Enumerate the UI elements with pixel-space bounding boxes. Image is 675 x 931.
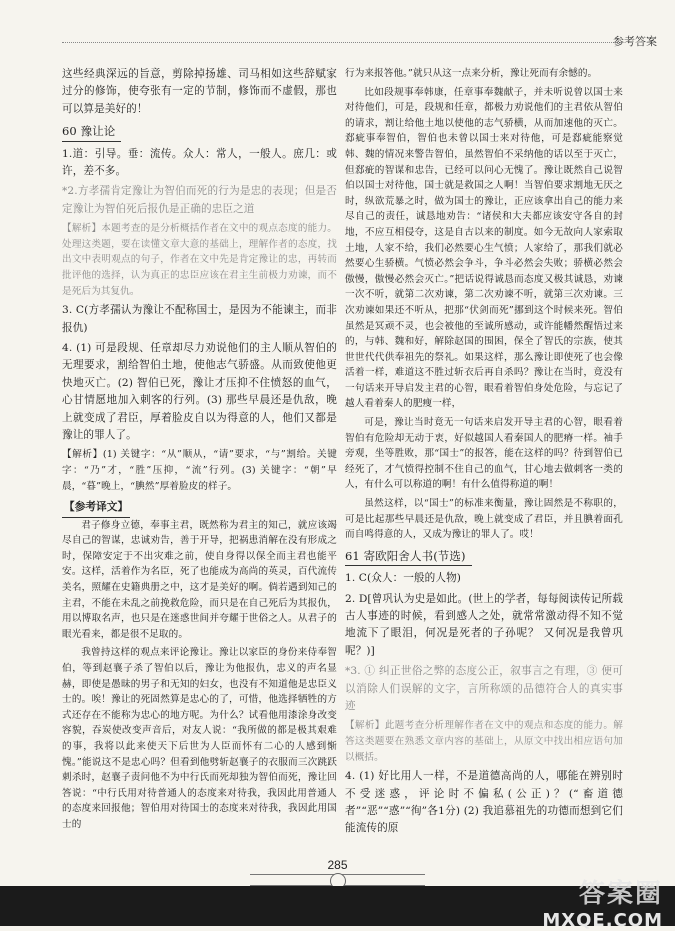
translation-paragraph-1: 君子修身立德，奉事主君，既然称为君主的知己，就应该竭尽自己的智谋，忠诚劝告，善于开导，把祸患消解在没有形成之时，保障安定于不出灾难之前，使自身得以保全而主君也能平安。这样，活着作为名臣，死了也能成为高尚的英灵，百代流传美名，照耀在史籍典册之中，这才是美好的啊。倘若遇到知己的主君，不能在未乱之前挽救危险，而只是在自己死后为其报仇，用以博取名声，也只是在迷惑世间并夸耀于世俗之人。从君子的眼光看来，都是很不足取的。 [62, 519, 337, 640]
answer-1: 1.道：引导。垂：流传。众人：常人，一般人。庶几：或许，差不多。 [62, 147, 337, 178]
translation-paragraph-4: 比如段规事奉韩康，任章事奉魏献子，并未听说曾以国士来对待他们，可是，段规和任章，都极力劝说他们的主君依从智伯的请求，割让给他土地以使他的志气骄横，从而加速他的灭亡。郄疵事奉智伯，智伯也未曾以国士来对待他，可是郄疵能察觉韩、魏的情况来警告智伯，虽然智伯不采纳他的话以至于灭亡，但郄疵的智谋和忠告，已经可以问心无愧了。豫让既然自己说智伯以国士对待他，国士就是救国之人啊！当智伯要求割地无厌之时，纵欲荒暴之时，做为国士的豫让，正应该拿出自己的能力来尽自己的责任，诚恳地劝告：“诸侯和大夫都应该安守各自的封地，不应互相侵夺，这是自古以来的制度。如今无故向人家索取土地，人家不给，我们必然要心生气愤；人家给了，那我们就必然要心生骄横。气愤必然会争斗，争斗必然会失败；骄横必然会傲慢，傲慢必然会灭亡。”把话说得诚恳而态度又极其诚恳，劝谏一次不听，就第二次劝谏，第二次劝谏不听，就第三次劝谏。三次劝谏如果还不听从，把那“伏剑而死”挪到这个时候来死。智伯虽然是冥顽不灵，也会被他的至诚所感动，或许能幡然醒悟过来的，与韩、魏和好，解除赵国的围困，保全了智氏的宗族，使其世世代代供奉祖先的祭礼。如果这样，那么豫让即使死了也会像活着一样，难道这不胜过斩衣后再自杀吗？豫让在当时，竟没有一句话来开导启发主君的心智，眼看着智伯身处危险，与忘记了越人看着秦人的肥瘦一样， [345, 86, 623, 410]
reference-translation-title: 【参考译文】 [62, 499, 130, 517]
analysis-2: 【解析】本题考查的是分析概括作者在文中的观点态度的能力。处理这类题，要在读懂文章大意的基础上，理解作者的态度，找出文中表明观点的句子，作者在文中先是肯定豫让的忠，再转而批评他的选择，认为真正的忠臣应该在君主生前极力劝谏，而不是死后为其复仇。 [62, 223, 337, 297]
watermark [542, 873, 663, 931]
answer-61-4: 4. (1) 好比用人一样，不是道德高尚的人，哪能在辨别时不受迷惑，评论时不偏私(公正)？(“畜道德者”“恶”“惑”“徇”各1分) (2) 我追慕祖先的功德而想到它们能流传的原 [345, 770, 623, 835]
watermark-bottom: MXQE.COM [542, 910, 663, 931]
answer-4: 4. (1) 可是段规、任章却尽力劝说他们的主人顺从智伯的无理要求，割给智伯土地，使他志气骄盛。从而致使他更快地灭亡。(2) 智伯已死，豫让才压抑不住愤怒的血气，心甘情愿地加入刺客的行列。(3) 那些早晨还是仇敌，晚上就变成了君臣，厚着脸皮自以为得意的人，他们又都是豫让的罪人了。 [62, 342, 337, 442]
analysis-61-3: 【解析】此题考查分析理解作者在文中的观点和态度的能力。解答这类题要在熟悉文章内容的基础上，从原文中找出相应语句加以概括。 [345, 720, 623, 763]
answer-2: *2.方孝孺肯定豫让为智伯而死的行为是忠的表现；但是否定豫让为智伯死后报仇是正确的忠臣之道 [62, 185, 337, 215]
answer-61-3: *3. ① 纠正世俗之弊的态度公正，叙事言之有理，③ 便可以消除人们误解的文字，言所称颂的品德符合人的真实事迹 [345, 665, 623, 713]
analysis-4: 【解析】(1) 关键字：“从”顺从，“请”要求，“与”割给。关键字：“乃”才，“胜”压抑，“流”行列。(3) 关键字：“朝”早晨，“暮”晚上，“腆然”厚着脸皮的样子。 [62, 449, 337, 492]
section-title-61: 61 寄欧阳舍人书(节选) [345, 548, 472, 566]
watermark-top: 答案圈 [578, 879, 663, 909]
answer-3: 3. C(方孝孺认为豫让不配称国士，是因为不能谏主，而非报仇) [62, 304, 337, 334]
page-number: 285 [327, 858, 348, 872]
translation-paragraph-5: 可是，豫让当时竟无一句话来启发开导主君的心智，眼看着智伯有危险却无动于衷，好似越国人看秦国人的肥瘠一样。袖手旁观，坐等胜败，那“国士”的报答，能在这样的吗？待到智伯已经死了，才气愤得控制不住自己的血气，甘心地去做刺客一类的人，有什么可以称道的啊！有什么值得称道的啊！ [345, 417, 623, 491]
left-column [62, 66, 337, 836]
translation-paragraph-2: 我曾持这样的观点来评论豫让。豫让以家臣的身份来侍奉智伯，等到赵襄子杀了智伯以后，豫让为他报仇，忠义的声名显赫，即使是愚昧的男子和无知的妇女，也没有不知道他是忠臣义士的。唉！豫让的死固然算是忠心的了，可惜，他选择牺牲的方式还存在不能称为忠心的地方呢。为什么？试看他用漆涂身改变容貌，吞炭使改变声音后，对友人说：“我所做的都是极其艰难的事，我将以此来使天下后世为人臣而怀有二心的人感到惭愧。”能说这不是忠心吗？但看到他劈斩赵襄子的衣服而三次跳跃刺杀时，赵襄子责问他不为中行氏而死却独为智伯而死，豫让回答说：“中行氏用对待普通人的态度来对待我，我因此用普通人的态度来回报他；智伯用对待国士的态度来对待我，我因此用国士的 [62, 647, 337, 830]
answer-61-2: 2. D[曾巩认为史是如此。(世上的学者，每每阅读传记所载古人事迹的时候，看到感人之处，就常常激动得不知不觉地流下了眼泪，何况是死者的子孙呢？ 又何况是我曾巩呢？)] [345, 592, 623, 657]
translation-paragraph-6: 虽然这样，以“国士”的标准来衡量，豫让固然是不称职的，可是比起那些早晨还是仇敌，晚上就变成了君臣，并且腆着面孔而自鸣得意的人，又成为豫让的罪人了。哎！ [345, 498, 623, 541]
section-title-60: 60 豫让论 [62, 123, 121, 141]
header-divider [62, 42, 622, 43]
answer-61-1: 1. C(众人：一般的人物) [345, 572, 461, 585]
footer-ornament [250, 874, 425, 886]
paragraph: 这些经典深远的旨意，剪除掉扬雄、司马相如这些辞赋家过分的修饰，使夸张有一定的节制，修饰而不虚假，那也可以算是美好的！ [62, 68, 337, 115]
translation-paragraph-3: 行为来报答他。”就只从这一点来分析，豫让死而有余憾的。 [345, 68, 598, 79]
header-label: 参考答案 [613, 36, 657, 48]
right-column [345, 66, 623, 841]
